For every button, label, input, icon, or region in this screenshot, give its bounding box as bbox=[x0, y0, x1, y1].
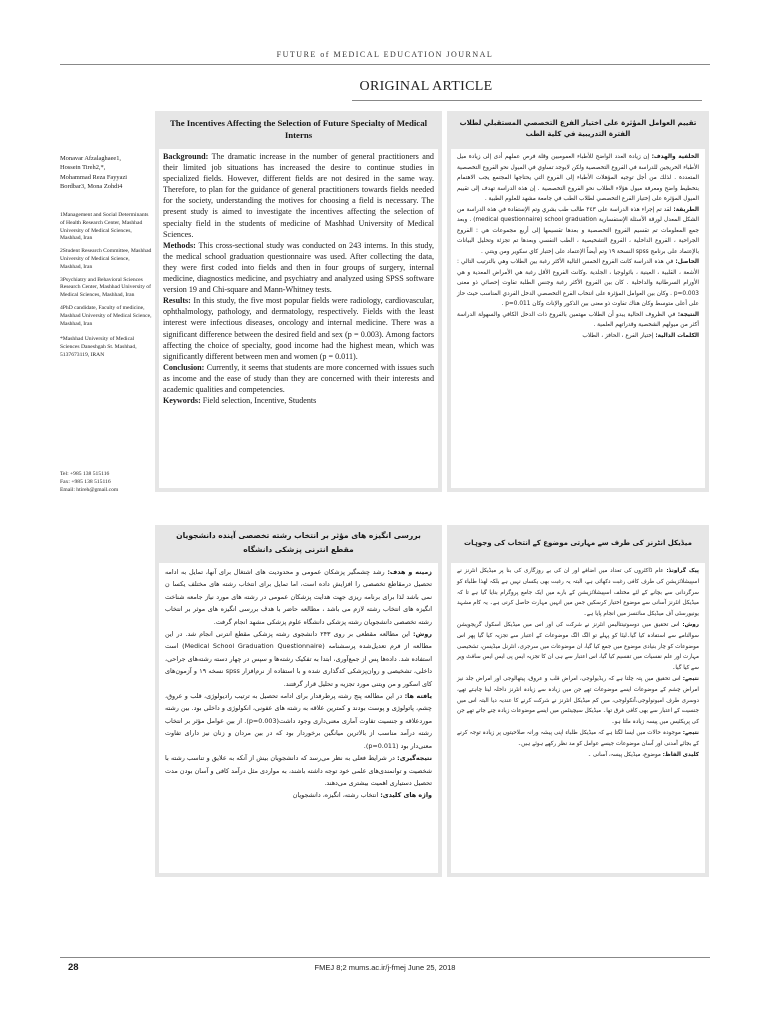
persian-keywords bbox=[165, 789, 432, 801]
section-text: لقد تم إجراء هذه الدراسة على ٢٤٣ طالب طب بشري وتم الإستفادة في هذه الدراسة من الشكل المعدل لورقة الأسئلة الإستفسارية medical questionnaire) school graduation) . وبعد جمع المعلومات تم تقسيم الفروع التخصصية و بعدها تقسيمها إلى أربع مجموعات هي : الفروع الجراحية ، الفروع الداخلية ، الفروع التشخيصية ، الطب النفسي وبعدها تم تجزئة وتحليل البيانات بالإعتماد على برنامج spss النسخة ١٩ وتم أيضاً الإعتماد على إختبار كاي سكوير ومن ويتني . bbox=[457, 206, 699, 255]
footer-divider bbox=[60, 957, 710, 958]
section-text: موضوع، میڈیکل پیسہ، آسانی ۔ bbox=[587, 751, 661, 758]
section-text: در این مطالعه پنج رشته پرطرفدار برای ادامه تحصیل به ترتیب رادیولوژی، قلب و عروق، چشم، پاتولوژی و پوست بودند و کمترین علاقه به رشته های عفونی، انکولوژی و داخلی بود. بین رشته موردعلاقه و جنسیت تفاوت آماری معنی‌داری وجود داشت(p=0.003). از بین عوامل مؤثر بر انتخاب رشته درآمد مناسب از بالاترین میانگین برخوردار بود که در بین مردان و زنان نیز دارای تفاوت معنی‌دار بود (p=0.011). bbox=[165, 692, 432, 750]
header-divider bbox=[60, 64, 710, 65]
contact-fax: Fax: +985 138 515116 bbox=[60, 479, 111, 485]
english-keywords bbox=[163, 395, 434, 406]
section-text: این مطالعه مقطعی بر روی ۲۴۳ دانشجوی رشته پزشکی مقطع انترنی انجام شد. در این مطالعه از فرم تعدیل‌شده پرسشنامه (Medical School Graduation Questionnaire) است استفاده شد. داده‌ها پس از جمع‌آوری، ابتدا به تفکیک رشته‌ها و سپس در چهار دسته رشته‌های جراحی، داخلی، تشخیصی و روان‌پزشکی کدگذاری شده و با استفاده از نرم‌افزار spss نسخه ۱۹ و آزمون‌های کای اسکور و من ویتنی مورد تجزیه و تحلیل قرار گرفتند. bbox=[165, 630, 432, 688]
author-list bbox=[60, 154, 152, 192]
english-abstract-body bbox=[159, 149, 438, 488]
section-label: Conclusion: bbox=[163, 362, 205, 372]
section-text: در شرایط فعلی به نظر می‌رسد که دانشجویان بیش از آنکه به علایق و تناسب رشته با شخصیت و توانمندی‌های علمی خود توجه داشته باشند، به مواردی مثل درآمد کافی و آسان بودن مدت تحصیل دستیاری اهمیت بیشتری می‌دهند. bbox=[165, 754, 432, 787]
section-label: کلیدی الفاظ: bbox=[662, 751, 699, 758]
section-label: نتیجے: bbox=[682, 675, 699, 682]
section-text: Currently, it seems that students are more concerned with issues such as income and the ease of study than they are concerned with their interests and academic qualities and competencies. bbox=[163, 362, 434, 394]
section-text: موجودہ حالات میں ایسا لگتا ہے کہ میڈیکل طلباء اپنی پیشہ ورانہ صلاحیتوں پر زیادہ توجہ کرنے کے بجائے آمدنی اور آسان موضوعات جیسے عوامل کو مد نظر رکھے ہوئے ہیں۔ bbox=[457, 729, 699, 747]
article-type: ORIGINAL ARTICLE bbox=[359, 79, 493, 94]
affiliation: 1Management and Social Determinants of Health Research Center, Mashhad University of Medical Sciences, Mashhad, Iran bbox=[60, 212, 149, 242]
section-label: پیک گراونڈ: bbox=[666, 568, 699, 574]
arabic-abstract-box bbox=[447, 111, 709, 492]
section-label: النتيجة: bbox=[677, 311, 700, 318]
urdu-abstract-box bbox=[447, 525, 709, 877]
section-text: رشد چشمگیر پزشکان عمومی و محدودیت های اشتغال برای آنها، تمایل به ادامه تحصیل درمقاطع تخصصی را افزایش داده است، اما تمایل برای انتخاب رشته های مختلف یکسا ن نمی باشد لذا برای برنامه ریزی جهت هدایت پزشکان عمومی در رشته های مورد نیاز جامعه شناخت انگیزه های انتخاب رشته لازم می باشد ، مطالعه حاضر با هدف بررسی انگیزه های موثر بر انتخاب رشته تخصصی دانشجویان رشته پزشکی دانشگاه علوم پزشکی مشهد انجام گرفت. bbox=[165, 568, 432, 626]
persian-abstract-box bbox=[155, 525, 442, 877]
contact-email[interactable]: Email: htireh@gmail.com bbox=[60, 487, 119, 493]
arabic-results bbox=[457, 257, 699, 310]
persian-abstract-body bbox=[159, 563, 438, 873]
urdu-methods bbox=[457, 620, 699, 674]
contact-info bbox=[60, 470, 152, 494]
english-conclusion bbox=[163, 362, 434, 395]
section-label: روش: bbox=[682, 621, 699, 628]
author-line: Monavar Afzalaghaee1, bbox=[60, 155, 122, 162]
section-text: Field selection, Incentive, Students bbox=[202, 396, 317, 406]
section-label: واژه های کلیدی: bbox=[380, 791, 432, 800]
urdu-conclusion bbox=[457, 728, 699, 750]
section-text: اس تحقیق میں پتہ چلتا ہے کہ ریڈیولوجی، امراض قلب و عروق، پیتھالوجی اور امراض جلد نیز امراض چشم کے موضوعات ایسے موضوعات تھے جن میں زیادہ سے زیادہ انٹرنز داخلہ لینا چاہتے تھے، دوسری طرف امیونولوجی،آنکولوجی، میں کم میڈیکل انٹرنز نے شرکت کرنے کا عندیہ دیا البتہ اس میں جنسیت کے اعتبار سے بھی کافی فرق تھا۔ میڈیکل سیچینٹس میں ایسے موضوعات زیادہ چنے جاتے تھے جن کی پریکٹیس میں پیسہ زیادہ ملتا ہو۔ bbox=[457, 675, 699, 726]
section-label: روش: bbox=[412, 630, 432, 639]
page-number: 28 bbox=[68, 962, 79, 973]
section-label: Methods: bbox=[163, 240, 196, 250]
persian-results bbox=[165, 690, 432, 752]
english-abstract-box bbox=[155, 111, 442, 492]
persian-background bbox=[165, 566, 432, 628]
section-label: یافته ها: bbox=[404, 692, 432, 701]
section-label: زمینه و هدف: bbox=[387, 568, 432, 576]
corresponding-address: *Mashhad University of Medical Sciences Daneshgah St. Mashhad, 5137673119, IRAN bbox=[60, 336, 137, 358]
arabic-abstract-body bbox=[451, 149, 705, 488]
persian-conclusion bbox=[165, 752, 432, 789]
persian-methods bbox=[165, 628, 432, 690]
author-line: Mohammad Reza Fayyazi bbox=[60, 173, 128, 181]
affiliation: 4PhD candidate, Faculty of medicine, Mashhad University of Medical Science, Mashhad, Iran bbox=[60, 304, 152, 327]
arabic-title: تقييم العوامل المؤثرة على اختيار الفرع التخصصي المستقبلي لطلاب الفترة التدريبية في كلية الطب bbox=[459, 119, 697, 138]
section-text: إن زيادة العدد الواضح للأطباء العموميين وقلة فرص عملهم أدى إلى زيادة ميل الأطباء الخريجين للدراسة في الفروع التخصصية ولكن لايوجد تساوي في الميول نحو الفروع التخصصية المتعددة . لذلك من أجل توجيه المؤهلات الأطباء إلى الفروع التي يحتاجها المجتمع يجب الاهتمام بتخطيط واضح ومعرفة ميول هؤلاء الطلاب نحو الفروع التخصصية . إن هذه الدراسة تهدف إلى تقييم الميول المؤثرة على إختيار الفرع التخصصي لطلاب الطب في جامعة مشهد للعلوم الطبية . bbox=[457, 154, 699, 202]
section-label: نتیجه‌گیری: bbox=[397, 754, 432, 763]
english-methods bbox=[163, 240, 434, 295]
section-label: الخلفية والهدف: bbox=[651, 154, 699, 160]
persian-title: بررسی انگیزه های مؤثر بر انتخاب رشته تخصصی آینده دانشجویان مقطع انترنی پزشکی دانشگاه bbox=[176, 531, 421, 554]
author-line: Hossein Tireh2,*, bbox=[60, 164, 106, 172]
arabic-methods bbox=[457, 205, 699, 258]
urdu-background bbox=[457, 566, 699, 620]
section-label: الطريقة: bbox=[673, 206, 700, 213]
section-label: Keywords: bbox=[163, 396, 201, 406]
section-text: في الظروف الحالية يبدو أن الطلاب مهتمين بالفروع ذات الدخل الكافي والسهولة الدراسة أكثر من ميولهم الشخصية وقدراتهم العلمية . bbox=[457, 311, 699, 328]
affiliations bbox=[60, 212, 152, 365]
section-label: الحاصل: bbox=[675, 259, 699, 265]
urdu-abstract-body bbox=[451, 563, 705, 873]
affiliation: 2Student Research Committee, Mashhad University of Medical Science, Mashhad, Iran bbox=[60, 248, 152, 270]
arabic-background bbox=[457, 152, 699, 205]
section-text: The dramatic increase in the number of general practitioners and their limited job situations has increased the desire to continue studies in specialized fields. However, different fields are not desired in the same way. Therefore, to plan for the guidance of general practitioners towards fields needed for the society, understanding the motives for choosing a field is necessary. The present study is aimed to investigate the incentives affecting the selection of specialty field in the students of medicine of Mashhad University of Medical Sciences. bbox=[163, 152, 434, 239]
arabic-keywords bbox=[457, 331, 699, 342]
footer-info: FMEJ 8;2 mums.ac.ir/j-fmej June 25, 2018 bbox=[314, 963, 456, 972]
section-label: Results: bbox=[163, 296, 191, 306]
section-text: إختيار الفرع ، الحافز ، الطلاب bbox=[582, 332, 654, 339]
article-type-divider bbox=[352, 100, 702, 101]
urdu-results bbox=[457, 674, 699, 728]
journal-title: FUTURE of MEDICAL EDUCATION JOURNAL bbox=[276, 50, 494, 59]
section-label: نتیجے: bbox=[682, 729, 700, 736]
contact-tel: Tel: +985 138 515116 bbox=[60, 471, 110, 477]
english-title: The Incentives Affecting the Selection of Future Specialty of Medical Interns bbox=[169, 118, 428, 140]
urdu-keywords bbox=[457, 750, 699, 761]
section-text: This cross-sectional study was conducted on 243 interns. In this study, the medical school graduation questionnaire was used. After collecting the data, they were first coded into fields and then in four groups of surgery, internal medicine, diagnostics medicine, and psychiatry and analyzed using SPSS software version 19 and Chi-square and Mann-Whitney tests. bbox=[163, 240, 434, 295]
english-background bbox=[163, 151, 434, 240]
urdu-title: میڈیکل انٹرنز کی طرف سے مہارتی موضوع کے انتخاب کی وجوہات bbox=[464, 539, 692, 547]
english-results bbox=[163, 295, 434, 362]
arabic-conclusion bbox=[457, 310, 699, 331]
section-label: الكلمات الدالية: bbox=[655, 332, 699, 339]
section-text: عام ڈاکٹروں کی تعداد میں اضافے اور ان کی بے روزگاری کی بنا پر میڈیکل انٹرنز نے اسپیشلائزیشن کی طرف کافی رغبت دکھائی ہے، البتہ یہ رغبت بھی یکساں نہیں ہے بلکہ لھذا طلباء کو سرگردانی سے بچانے کے لئے مختلف اسپیشلائزیشن کے بارے میں ایک جامع پروگرام بنایا گیا ہے تا کہ میڈیکل انٹرنز آسانی سے موضوع اختیار کرسکیں جس میں انہیں مہارت حاصل کرنی ہے۔ یہ کام مشہد یونیورسٹی آف میڈیکل سائنسز میں انجام پایا ہے۔ bbox=[457, 568, 699, 618]
section-label: Background: bbox=[163, 152, 209, 161]
section-text: اس تحقیق میں دوسوتینتالیس انٹرنز نے شرکت کی اور اس میں میڈیکل اسکول گریجویشن سوالنامے سے استفادہ کیا گیا۔لیٹا کو پہلے تو الگ الگ موضوعات کے اعتبار سے تجزیہ کیا گیا پھر اس موضوعات کو چار بنیادی موضوع میں جمع کیا گیا، ان موضوعات میں سرجری، انٹرنل میڈیسن، تشخیصی مہارت اور علم نفسیات میں تقسیم کیا گیا، اس اعتبار سے ہی ان کا تجزیہ ایس پی ایس ایس سافٹ ویر سے کیا گیا۔ bbox=[457, 621, 699, 672]
section-text: In this study, the five most popular fields were radiology, cardiovascular, ophthalmology, pathology, and dermatology, respectively. Fields with the least interest were infectious diseases, oncology and internal medicine. There was a significant difference between the desired field and sex (p = 0.003). Among factors affecting the choice of specialty, good income had the highest mean, which was significantly different between men and women (p = 0.011). bbox=[163, 296, 434, 361]
author-line: Bordbar3, Mona Zohdi4 bbox=[60, 183, 123, 191]
section-text: انتخاب رشته، انگیزه، دانشجویان bbox=[292, 791, 379, 800]
affiliation: 3Psychiatry and Behavioral Sciences Research Center, Mashhad University of Medical Sciences, Mashhad, Iran bbox=[60, 276, 151, 299]
section-text: في هذه الدراسة كانت الفروع الخمس التالية الأكثر رغبة بين الطلاب وهي بالترتيب التالي : الأشعة ، القلبية ، العينية ، باثولوجيا ، الجلدية .وكانت الفروع الأقل رغبة هي الأمراض المعدية و هي الأورام السرطانية والداخلية . كان بين الفروع الأكثر رغبة وجنس الطلبة تفاوت إحصائي ذو معنى p=0.003 . وكان بين العوامل المؤثرة على انتخاب الفرع التخصصي الدخل الفردي المناسب حيث حاز على أعلى متوسط وكان هناك تفاوت ذو معنى بين الذكور والإناث وكان p=0.011 . bbox=[457, 259, 699, 307]
